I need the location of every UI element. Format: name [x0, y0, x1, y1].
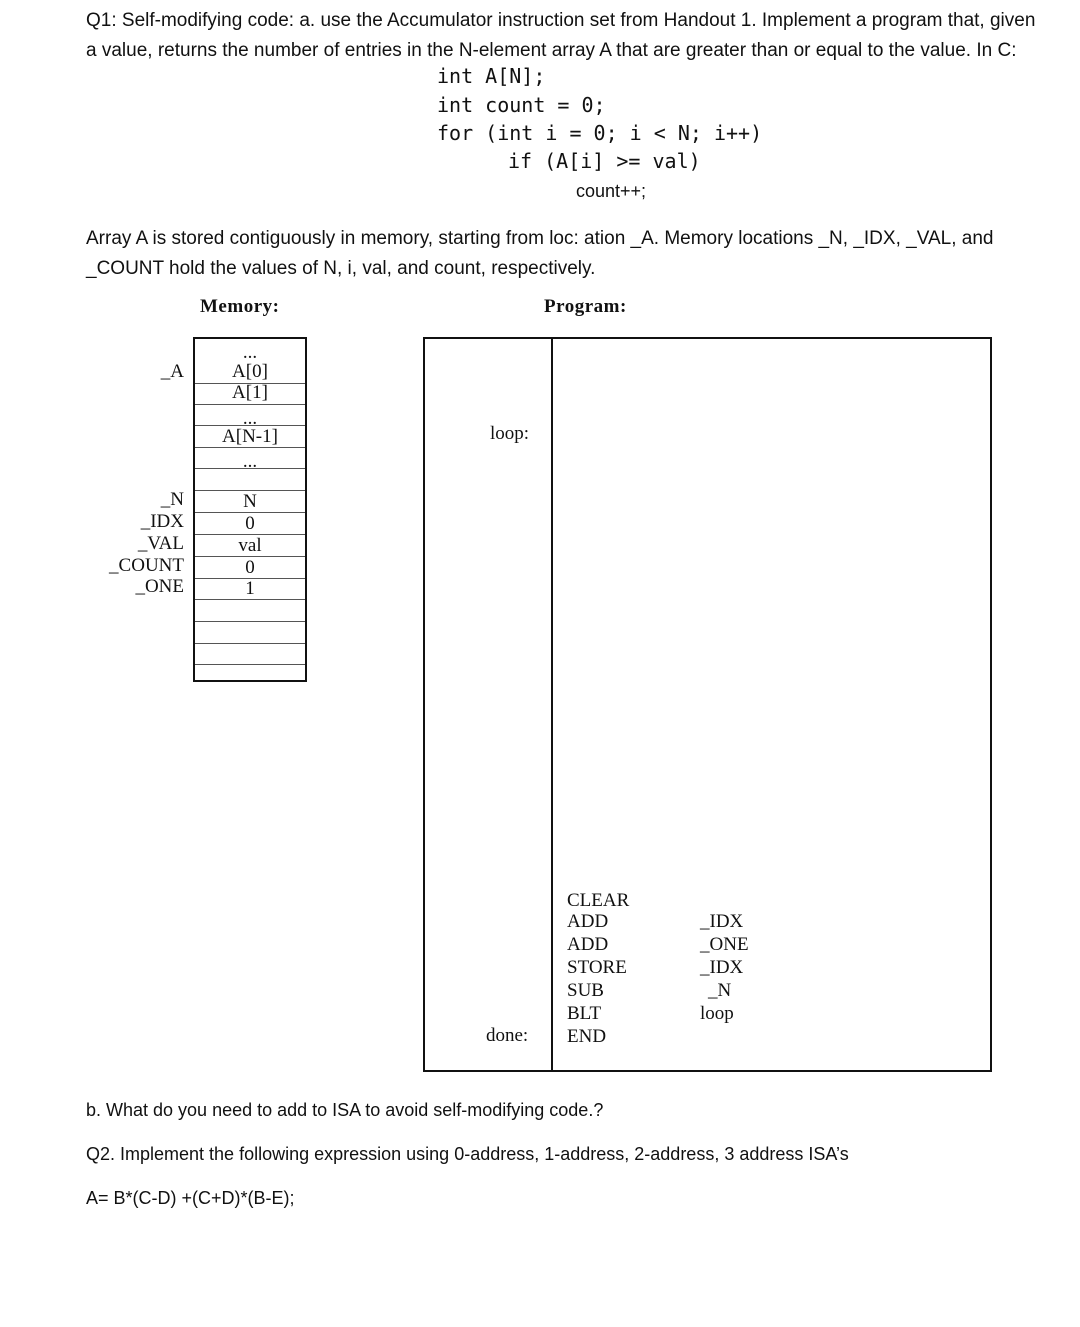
instruction: STORE [567, 957, 627, 978]
operand: loop [700, 1003, 734, 1024]
memory-divider [195, 468, 305, 469]
q2-prompt: Q2. Implement the following expression using 0-address, 1-address, 2-address, 3 address ISA’s [86, 1144, 849, 1164]
memory-cell: val [238, 535, 262, 556]
instruction: END [567, 1026, 607, 1047]
memory-cell: 1 [245, 578, 255, 599]
memory-cell: ... [242, 451, 258, 472]
memory-divider [195, 599, 305, 600]
memory-label: _COUNT [109, 555, 184, 576]
code-line-4: if (A[i] >= val) [508, 149, 701, 173]
instruction: ADD [567, 911, 609, 932]
code-line-5: count++; [576, 181, 647, 201]
q1-prompt: Q1: Self-modifying code: a. use the Accumulator instruction set from Handout 1. Implement a program that, given a value, returns the number of entries in the N-element array A that are greater than or equal to the value. In C: [86, 10, 1036, 61]
loop-label: loop: [490, 423, 530, 444]
memory-divider [195, 643, 305, 644]
done-label: done: [486, 1025, 529, 1046]
memory-cell: ... [242, 408, 258, 429]
operand: _ONE [700, 934, 749, 955]
memory-label: _A [160, 361, 184, 382]
program-label-divider [551, 337, 553, 1072]
instruction: ADD [567, 934, 609, 955]
operand: _N [708, 980, 732, 1001]
q2-expression: A= B*(C-D) +(C+D)*(B-E); [86, 1188, 295, 1208]
operand: _IDX [700, 957, 744, 978]
memory-table [193, 337, 307, 682]
instruction: SUB [567, 980, 604, 1001]
memory-heading: Memory: [200, 296, 280, 317]
operand: _IDX [700, 911, 744, 932]
memory-cell: A[N-1] [222, 426, 278, 447]
memory-divider [195, 404, 305, 405]
memory-cell: A[1] [232, 382, 268, 403]
memory-label: _ONE [135, 576, 184, 597]
instruction: CLEAR [567, 890, 630, 911]
program-heading: Program: [544, 296, 627, 317]
memory-cell: 0 [245, 513, 255, 534]
memory-cell: A[0] [232, 361, 268, 382]
memory-cell: ... [242, 342, 258, 363]
memory-label: _IDX [140, 511, 184, 532]
q1-description: Array A is stored contiguously in memory, starting from loc: ation _A. Memory locations _N, _IDX, _VAL, and _COUNT hold the values of N, i, val, and count, respectively. [86, 228, 994, 279]
memory-divider [195, 621, 305, 622]
memory-cell: 0 [245, 557, 255, 578]
memory-divider [195, 447, 305, 448]
q1b-prompt: b. What do you need to add to ISA to avoid self-modifying code.? [86, 1100, 604, 1120]
memory-label: _VAL [137, 533, 184, 554]
memory-divider [195, 664, 305, 665]
code-line-3: for (int i = 0; i < N; i++) [437, 121, 763, 145]
code-line-1: int A[N]; [437, 64, 546, 88]
memory-cell: N [243, 491, 257, 512]
memory-label: _N [160, 489, 184, 510]
instruction: BLT [567, 1003, 602, 1024]
code-line-2: int count = 0; [437, 93, 606, 117]
